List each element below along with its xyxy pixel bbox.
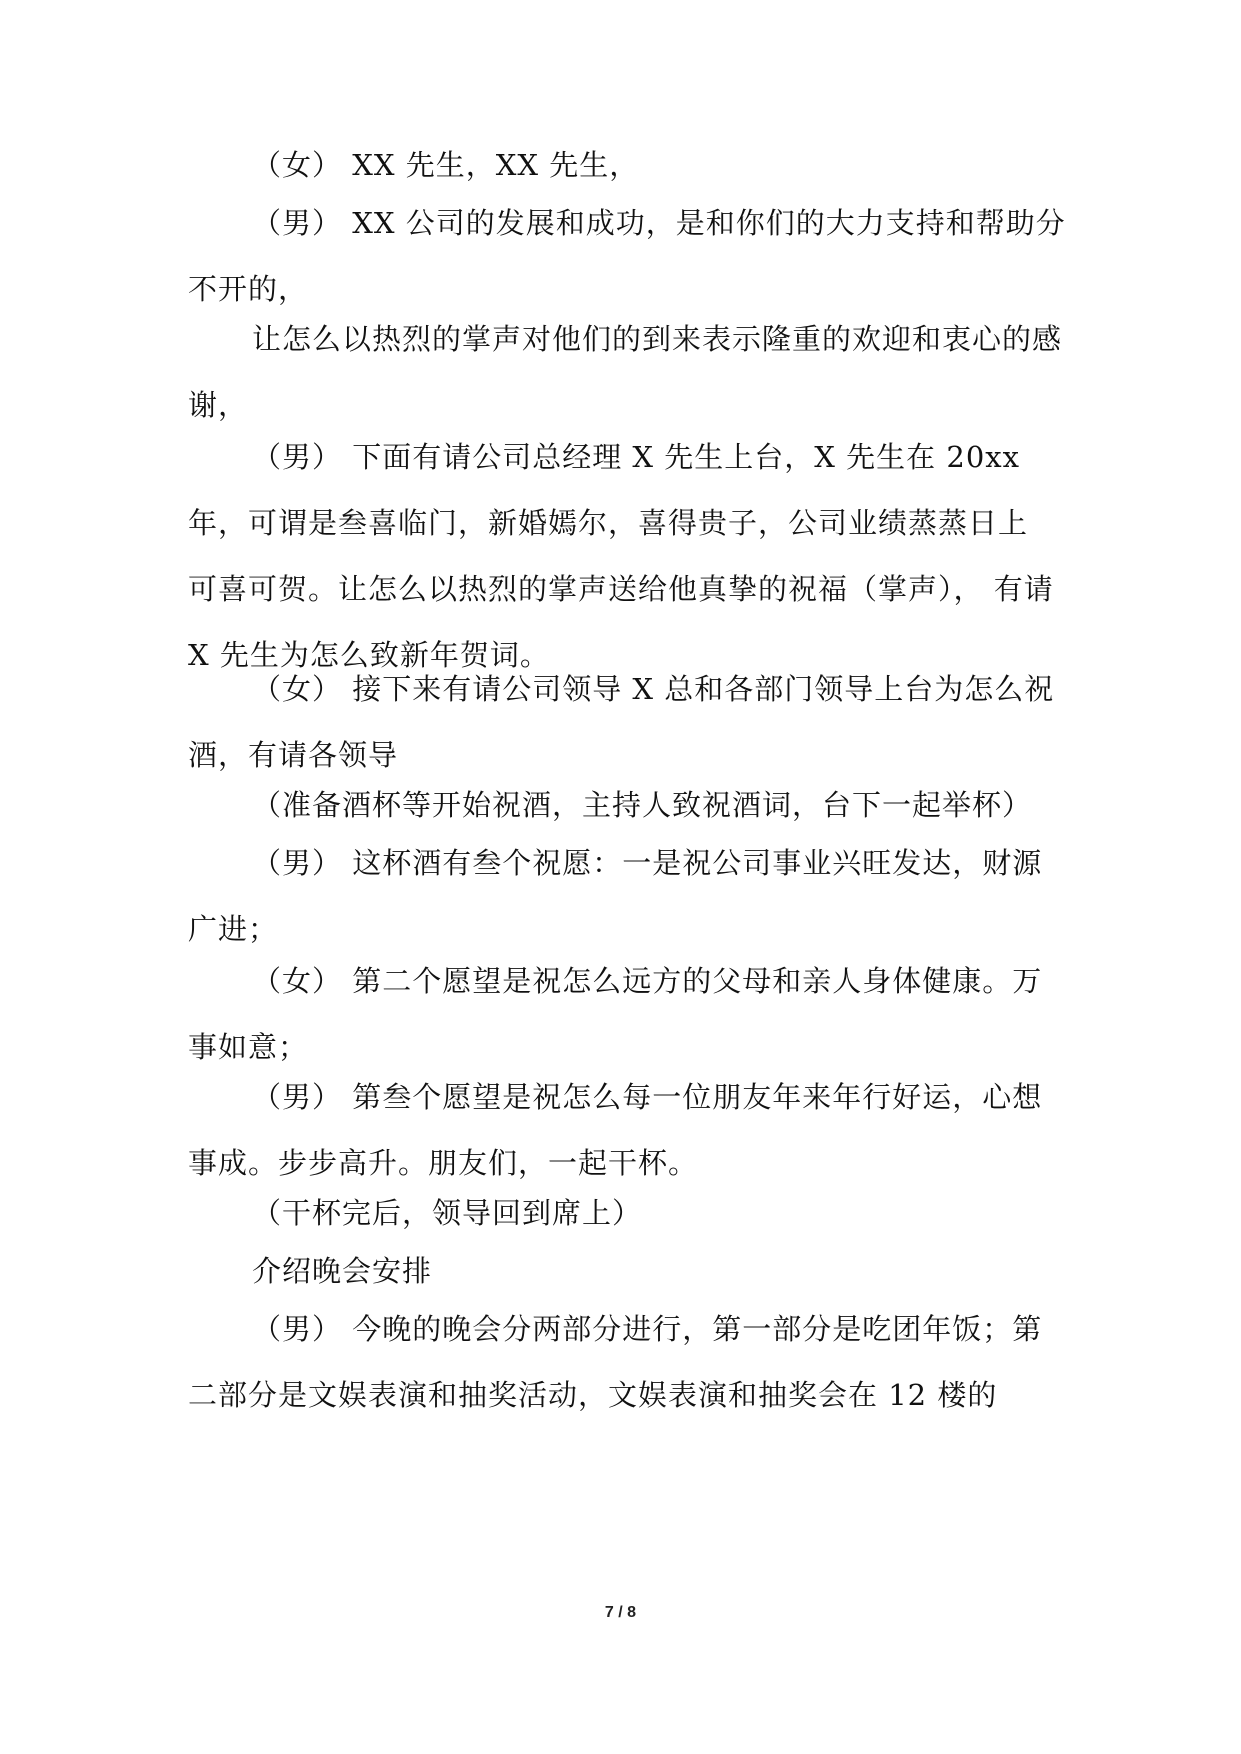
paragraph: （干杯完后，领导回到席上） [252, 1196, 643, 1230]
paragraph: （男） 这杯酒有叁个祝愿：一是祝公司事业兴旺发达，财源广进； [188, 846, 1043, 946]
paragraph: 让怎么以热烈的掌声对他们的到来表示隆重的欢迎和衷心的感谢， [188, 322, 1063, 422]
paragraph: （男） XX 公司的发展和成功，是和你们的大力支持和帮助分不开的， [188, 206, 1066, 306]
paragraph: （男） 今晚的晚会分两部分进行，第一部分是吃团年饭；第二部分是文娱表演和抽奖活动，文娱表演和抽奖会在 12 楼的 [188, 1312, 1043, 1412]
page-number: 7 / 8 [604, 1604, 637, 1621]
paragraph: （女） 接下来有请公司领导 X 总和各部门领导上台为怎么祝酒，有请各领导 [188, 672, 1055, 772]
paragraph: （女） 第二个愿望是祝怎么远方的父母和亲人身体健康。万事如意； [188, 964, 1043, 1064]
paragraph: （女） XX 先生，XX 先生， [252, 148, 640, 182]
paragraph: （男） 第叁个愿望是祝怎么每一位朋友年来年行好运，心想事成。步步高升。朋友们，一起干杯。 [188, 1080, 1043, 1180]
paragraph: （准备酒杯等开始祝酒，主持人致祝酒词，台下一起举杯） [252, 788, 1033, 822]
paragraph: （男） 下面有请公司总经理 X 先生上台，X 先生在 20xx 年，可谓是叁喜临门，新婚嫣尔，喜得贵子，公司业绩蒸蒸日上 可喜可贺。让怎么以热烈的掌声送给他真挚的祝福（掌声）， 有请 X 先生为怎么致新年贺词。 [188, 440, 1054, 672]
section-heading: 介绍晚会安排 [252, 1254, 433, 1288]
